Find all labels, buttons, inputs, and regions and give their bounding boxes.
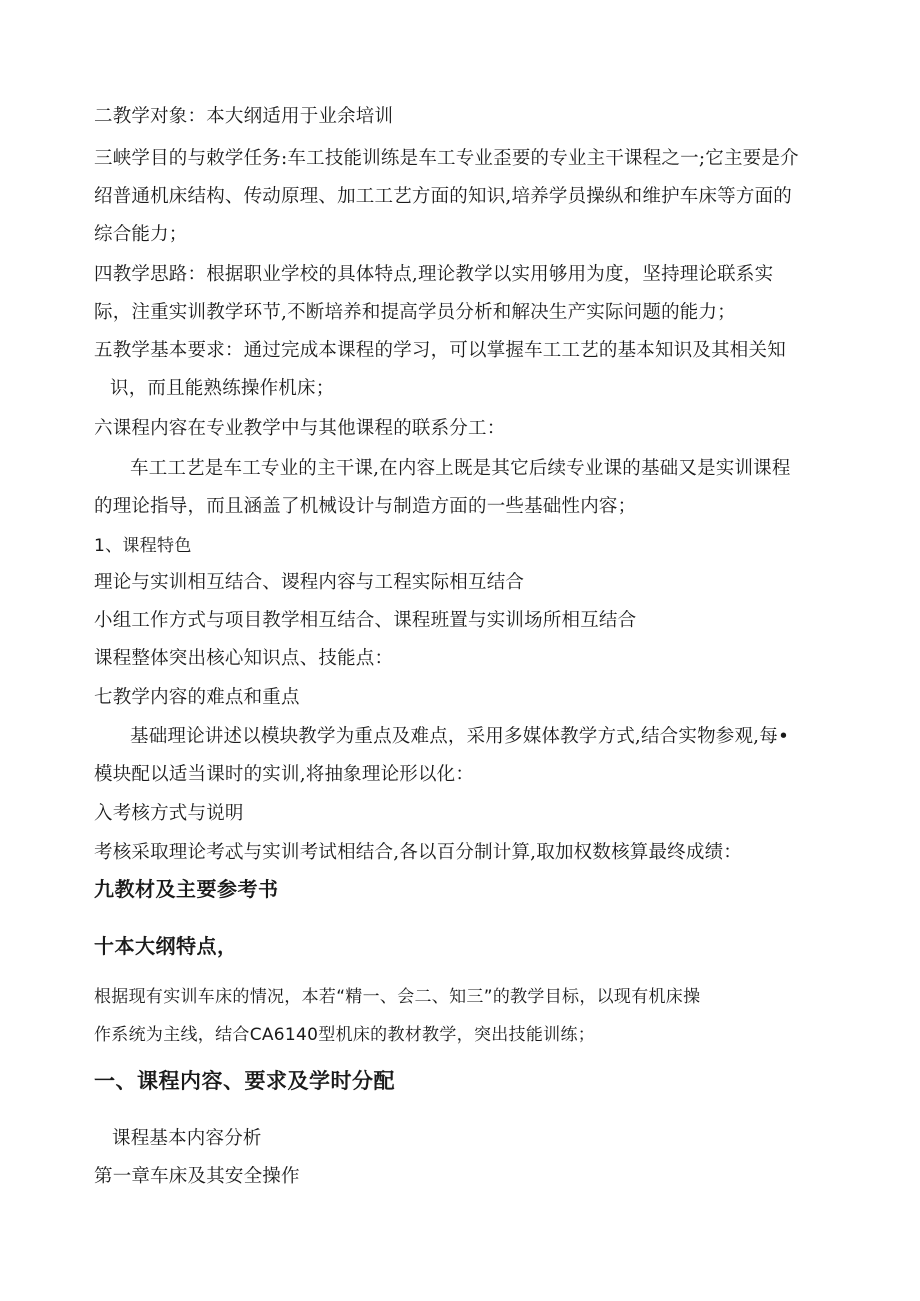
course-content-analysis-label: 课程基本内容分析 — [112, 1128, 262, 1149]
section-teaching-goals-line1: 三峡学目的与敕学任务:车工技能训练是车工专业歪要的专业主干课程之一;它主要是介 — [94, 148, 799, 169]
course-division-paragraph-line1: 车工工艺是车工专业的主干课,在内容上既是其它后续专业课的基础又是实训课程 — [130, 458, 791, 479]
course-feature-3: 课程整体突出核心知识点、技能点： — [94, 648, 394, 669]
section-difficulties-heading: 七教学内容的难点和重点 — [94, 687, 300, 708]
course-feature-1: 理论与实训相互结合、谡程内容与工程实际相互结合 — [94, 572, 525, 593]
course-division-paragraph-line2: 的理论指导，而且涵盖了机械设计与制造方面的一些基础性内容； — [94, 496, 637, 517]
section-teaching-approach-line2: 际，注重实训教学环节,不断培养和提高学员分析和解决生产实际问题的能力； — [94, 302, 736, 323]
section-basic-requirements-line2: 识，而且能熟练操作机床； — [110, 378, 335, 399]
features-paragraph-line2: 作系统为主线，结合CA6140型机床的教材教学，突出技能训练； — [94, 1025, 596, 1045]
section-teaching-objects: 二教学对象：本大纲适用于业余培训 — [94, 106, 394, 127]
section-features-heading: 十本大纲特点， — [94, 934, 238, 958]
section-teaching-goals-line3: 综合能力； — [94, 224, 188, 245]
section-teaching-approach-line1: 四教学思路：根据职业学校的具体特点,理论教学以实用够用为度，坚持理论联系实 — [94, 264, 774, 285]
section-assessment-heading: 入考核方式与说明 — [94, 803, 244, 824]
section-teaching-goals-line2: 绍普通机床结构、传动原理、加工工艺方面的知识,培养学员操纵和维护车床等方面的 — [94, 186, 792, 207]
section-course-content-heading: 一、课程内容、要求及学时分配 — [94, 1069, 395, 1093]
course-feature-2: 小组工作方式与项目教学相互结合、课程班置与实训场所相互结合 — [94, 610, 637, 631]
features-paragraph-line1: 根据现有实训车床的情况，本若“精一、会二、知三”的教学目标，以现有机床操 — [94, 987, 701, 1007]
chapter-1-title: 第一章车床及其安全操作 — [94, 1166, 300, 1187]
course-features-heading: 1、课程特色 — [94, 536, 192, 556]
assessment-paragraph: 考核采取理论考忒与实训考试相结合,各以百分制计算,取加权数核算最终成绩： — [94, 842, 742, 863]
section-basic-requirements-line1: 五教学基本要求：通过完成本课程的学习，可以掌握车工工艺的基本知识及其相关知 — [94, 340, 786, 361]
section-textbooks-heading: 九教材及主要参考书 — [94, 877, 279, 901]
section-course-division-heading: 六课程内容在专业教学中与其他课程的联系分工： — [94, 418, 506, 439]
difficulties-paragraph-line2: 模块配以适当课时的实训,将抽象理论形以化： — [94, 764, 475, 785]
difficulties-paragraph-line1: 基础理论讲述以模块教学为重点及难点，采用多媒体教学方式,结合实物参观,每• — [130, 726, 790, 747]
